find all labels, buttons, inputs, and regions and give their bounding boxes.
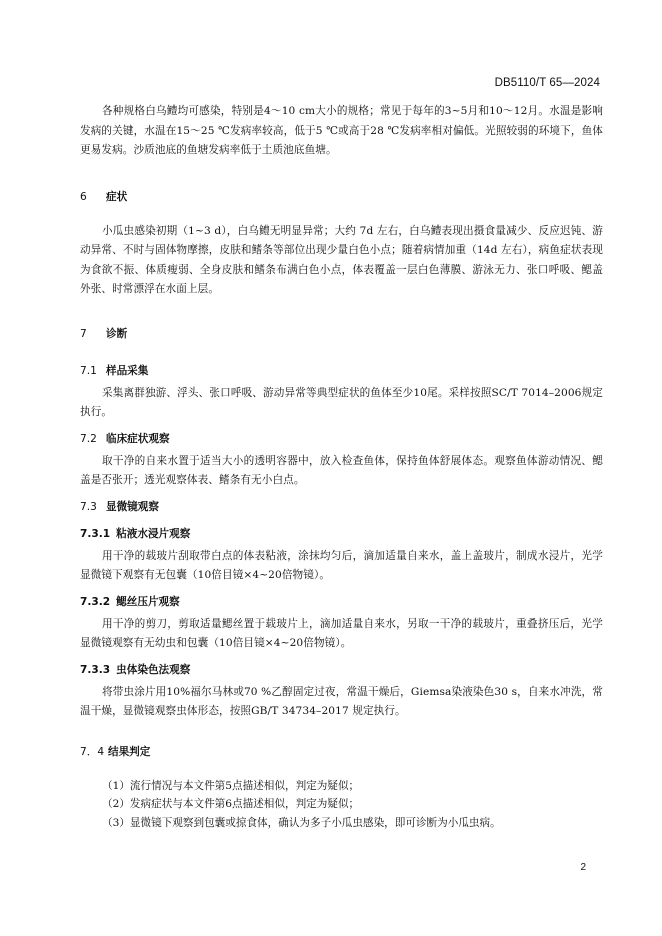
section-title: 粘液水浸片观察 bbox=[116, 527, 191, 540]
section-number: 7.2 bbox=[80, 432, 97, 445]
section-number: 7．4 bbox=[80, 745, 105, 758]
page-content bbox=[80, 102, 603, 832]
section-7-2-heading bbox=[80, 431, 603, 446]
result-item: （1）流行情况与本文件第5点描述相似，判定为疑似； bbox=[102, 779, 360, 792]
section-number: 6 bbox=[80, 190, 87, 203]
section-7-4-heading bbox=[80, 744, 603, 759]
section-7-3-3-paragraph: 将带虫涂片用10%福尔马林或70 %乙醇固定过夜，常温干燥后，Giemsa染液染色30 s，自来水冲洗，常温干燥，显微镜观察虫体形态，按照GB/T 34734–2017 规定执行。 bbox=[80, 685, 603, 717]
section-7-heading bbox=[80, 326, 603, 341]
section-6-heading bbox=[80, 189, 603, 204]
section-title: 诊断 bbox=[106, 327, 128, 340]
section-number: 7.3.3 bbox=[80, 663, 111, 676]
section-title: 显微镜观察 bbox=[106, 500, 159, 513]
document-code: DB5110/T 65—2024 bbox=[494, 77, 600, 89]
section-title: 结果判定 bbox=[108, 745, 151, 758]
section-7-3-1-paragraph: 用干净的载玻片刮取带白点的体表粘液，涂抹均匀后，滴加适量自来水，盖上盖玻片，制成水浸片，光学显微镜下观察有无包囊（10倍目镜×4~20倍物镜）。 bbox=[80, 549, 603, 581]
section-title: 样品采集 bbox=[106, 364, 149, 377]
section-7-3-3-heading bbox=[80, 662, 603, 677]
intro-paragraph: 各种规格白乌鳢均可感染，特别是4～10 cm大小的规格；常见于每年的3~5月和10～12月。水温是影响发病的关键，水温在15～25 ℃发病率较高，低于5 ℃或高于28 ℃发病率相对偏低。光照较弱的环境下，鱼体更易发病。沙质池底的鱼塘发病率低于土质池底鱼塘。 bbox=[80, 105, 603, 156]
result-item: （2）发病症状与本文件第6点描述相似，判定为疑似； bbox=[102, 798, 360, 810]
section-title: 临床症状观察 bbox=[106, 432, 170, 445]
section-7-3-2-heading bbox=[80, 594, 603, 609]
section-number: 7.1 bbox=[80, 364, 97, 377]
section-7-3-2-paragraph: 用干净的剪刀，剪取适量鳃丝置于载玻片上，滴加适量自来水，另取一干净的载玻片，重叠挤压后，光学显微镜观察有无幼虫和包囊（10倍目镜×4~20倍物镜）。 bbox=[80, 617, 603, 649]
section-number: 7.3.2 bbox=[80, 595, 111, 608]
section-7-3-heading bbox=[80, 499, 603, 514]
section-title: 虫体染色法观察 bbox=[116, 663, 191, 676]
section-title: 鳃丝压片观察 bbox=[116, 595, 180, 608]
section-title: 症状 bbox=[106, 190, 128, 203]
section-number: 7.3 bbox=[80, 500, 97, 513]
section-number: 7 bbox=[80, 327, 87, 340]
result-item: （3）显微镜下观察到包囊或掠食体，确认为多子小瓜虫感染，即可诊断为小瓜虫病。 bbox=[102, 816, 501, 829]
page-number: 2 bbox=[580, 862, 586, 873]
section-7-1-heading bbox=[80, 363, 603, 378]
result-list bbox=[80, 777, 603, 833]
section-7-1-paragraph: 采集离群独游、浮头、张口呼吸、游动异常等典型症状的鱼体至少10尾。采样按照SC/T 7014–2006规定执行。 bbox=[80, 386, 603, 418]
section-number: 7.3.1 bbox=[80, 527, 111, 540]
section-7-2-paragraph: 取干净的自来水置于适当大小的透明容器中，放入检查鱼体，保持鱼体舒展体态。观察鱼体游动情况、鳃盖是否张开；透光观察体表、鳍条有无小白点。 bbox=[80, 454, 603, 486]
section-6-paragraph: 小瓜虫感染初期（1~3 d），白乌鳢无明显异常；大约 7d 左右，白乌鳢表现出摄食量减少、反应迟钝、游动异常、不时与固体物摩擦，皮肤和鳍条等部位出现少量白色小点；随着病情加重（14d 左右），病鱼症状表现为食欲不振、体质瘦弱、全身皮肤和鳍条布满白色小点，体表覆盖一层白色薄膜、游泳无力、张口呼吸、鳃盖外张、时常漂浮在水面上层。 bbox=[80, 224, 603, 295]
section-7-3-1-heading bbox=[80, 526, 603, 541]
